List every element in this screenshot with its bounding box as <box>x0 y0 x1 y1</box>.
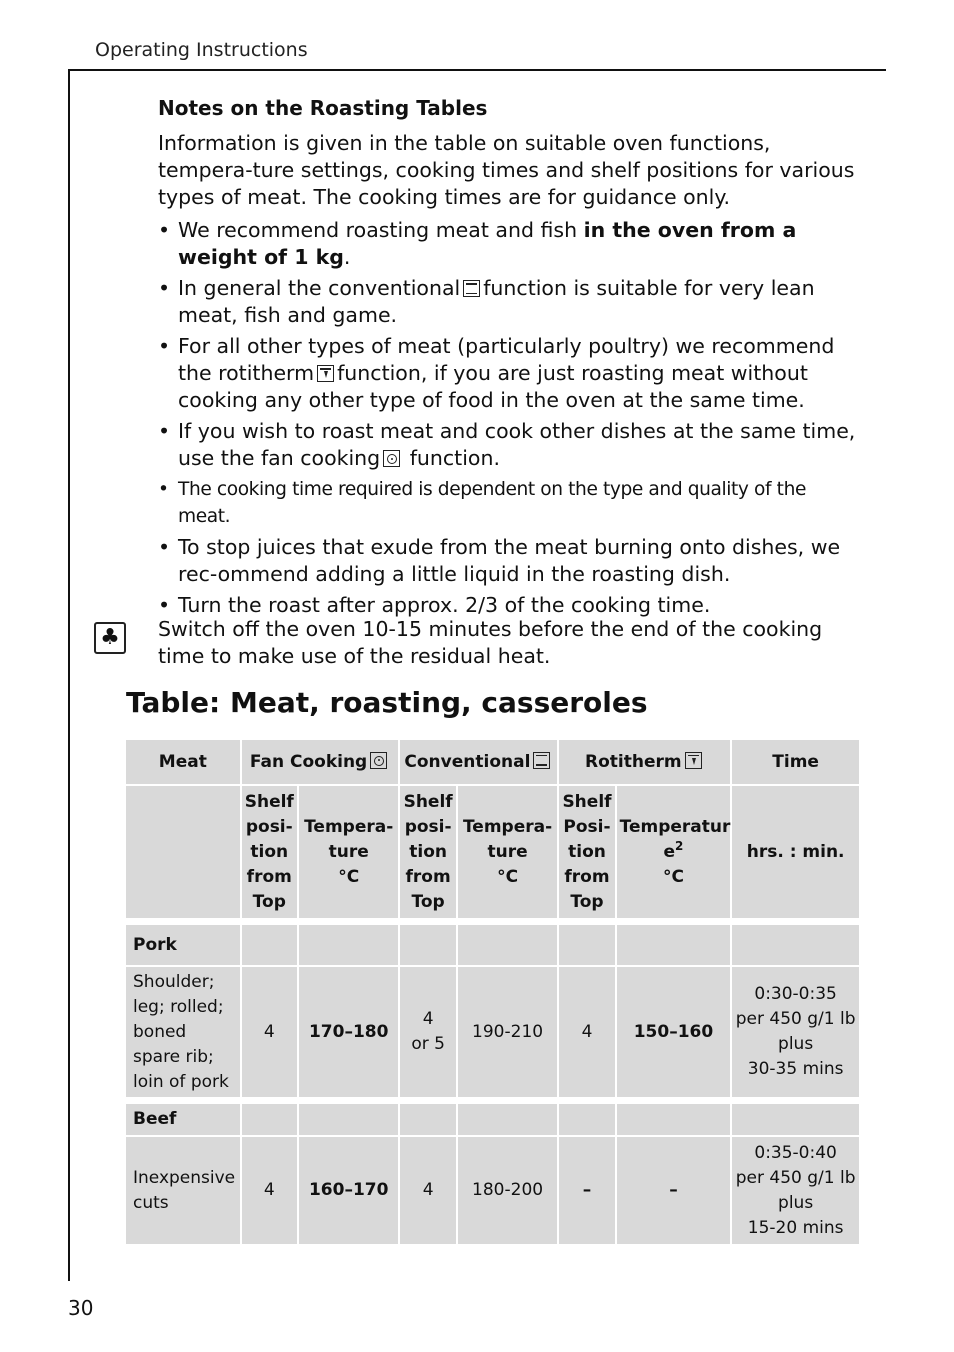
conv-temp-cell: 180-200 <box>458 1137 558 1244</box>
subheader-shelf-conv: Shelf posi-tion from Top <box>400 786 455 918</box>
margin-rule <box>68 69 70 1281</box>
empty-cell <box>299 925 399 965</box>
conventional-oven-icon <box>463 280 480 297</box>
bullet-text: For all other types of meat (particularly poultry) we recommend the rotitherm <box>178 334 835 385</box>
time-line: per 450 g/1 lb <box>735 1167 856 1188</box>
bullet-text: If you wish to roast meat and cook other dishes at the same time, use the fan cooking <box>178 419 856 470</box>
time-line: plus <box>778 1192 814 1213</box>
empty-cell <box>458 925 558 965</box>
spacer-row <box>126 1099 859 1102</box>
table-title: Table: Meat, roasting, casseroles <box>126 686 648 719</box>
subheader-temp-label-cont <box>620 840 728 865</box>
col-header-meat: Meat <box>126 740 240 784</box>
list-item: • Turn the roast after approx. 2/3 of the cooking time. <box>158 592 858 619</box>
spacer-cell <box>126 1099 859 1102</box>
fan-shelf-cell: 4 <box>242 967 297 1097</box>
notes-list <box>158 217 858 619</box>
col-header-fan-cooking <box>242 740 399 784</box>
empty-cell <box>617 925 731 965</box>
empty-cell <box>559 1104 614 1135</box>
page-number: 30 <box>68 1296 94 1320</box>
conventional-oven-icon <box>533 752 550 769</box>
bullet-text: We recommend roasting meat and fish <box>178 218 584 242</box>
list-item <box>158 418 858 472</box>
list-item <box>158 217 858 271</box>
subheader-unit: °C <box>662 866 684 887</box>
subheader-temp-label: Tempera-ture <box>304 816 394 862</box>
empty-cell <box>732 1104 859 1135</box>
tip-text: Switch off the oven 10-15 minutes before the end of the cooking time to make use of the residual heat. <box>158 617 823 668</box>
fan-cooking-icon <box>383 450 400 467</box>
spacer-row <box>126 920 859 923</box>
roti-shelf-cell: 4 <box>559 967 614 1097</box>
time-cell <box>732 967 859 1097</box>
empty-cell <box>732 925 859 965</box>
footnote-marker: 2 <box>675 838 684 853</box>
running-header: Operating Instructions <box>95 39 308 61</box>
subheader-shelf-roti: Shelf Posi-tion from Top <box>559 786 614 918</box>
empty-cell <box>299 1104 399 1135</box>
time-line: 0:35-0:40 <box>754 1142 837 1163</box>
clover-tip-icon: ♣ <box>94 622 126 654</box>
roti-shelf-cell: – <box>559 1137 614 1244</box>
time-line: 15-20 mins <box>747 1217 844 1238</box>
empty-cell <box>559 925 614 965</box>
bullet-text: function, if you are just roasting meat without cooking any other type of food in the oven at the same time. <box>178 361 808 412</box>
empty-cell <box>242 925 297 965</box>
notes-intro: Information is given in the table on suitable oven functions, tempera-ture settings, cooking times and shelf positions for various types of meat. The cooking times are for guidance only. <box>158 131 855 209</box>
fan-temp-cell: 170–180 <box>299 967 399 1097</box>
bullet-text: function is suitable for very lean meat, fish and game. <box>178 276 815 327</box>
list-item <box>158 275 858 329</box>
subheader-temp-letter: e <box>663 841 676 862</box>
empty-cell <box>400 925 455 965</box>
table-header-row <box>126 740 859 784</box>
subheader-time-unit: hrs. : min. <box>732 786 859 918</box>
conv-shelf-value: 4 <box>422 1009 434 1029</box>
notes-section <box>158 96 858 623</box>
time-line: plus <box>778 1034 814 1054</box>
subheader-temp-fan <box>299 786 399 918</box>
bullet-text: In general the conventional <box>178 276 461 300</box>
subheader-unit: °C <box>497 866 519 887</box>
category-label: Beef <box>126 1104 240 1135</box>
roti-temp-cell: – <box>617 1137 731 1244</box>
conv-shelf-cell: 4 <box>400 1137 455 1244</box>
category-row-pork <box>126 925 859 965</box>
category-label: Pork <box>126 925 240 965</box>
table-row <box>126 967 859 1097</box>
rotitherm-icon <box>685 752 702 769</box>
rotitherm-icon <box>317 365 334 382</box>
fan-cooking-icon <box>370 752 387 769</box>
subheader-empty-cell <box>126 786 240 918</box>
col-header-time: Time <box>732 740 859 784</box>
col-header-label: Fan Cooking <box>249 751 368 772</box>
empty-cell <box>242 1104 297 1135</box>
col-header-rotitherm <box>559 740 730 784</box>
time-line: per 450 g/1 lb <box>735 1009 856 1029</box>
subheader-temp-label: Tempera-ture <box>462 816 553 862</box>
bullet-text: function. <box>403 446 500 470</box>
list-item <box>158 333 858 414</box>
empty-cell <box>458 1104 558 1135</box>
subheader-shelf-fan: Shelf posi-tion from Top <box>242 786 297 918</box>
time-line: 30-35 mins <box>747 1059 844 1079</box>
col-header-label: Conventional <box>404 751 531 772</box>
time-line: 0:30-0:35 <box>754 984 837 1004</box>
subheader-temp-roti <box>617 786 731 918</box>
time-cell <box>732 1137 859 1244</box>
bullet-bold-text: in the oven from a weight of 1 kg <box>178 218 797 269</box>
meat-name-cell: Inexpensive cuts <box>126 1137 240 1244</box>
category-row-beef <box>126 1104 859 1135</box>
bullet-text: . <box>343 245 351 269</box>
list-item: • The cooking time required is dependent on the type and quality of the meat. <box>158 476 858 530</box>
col-header-label: Rotitherm <box>585 751 682 772</box>
roti-temp-cell: 150–160 <box>617 967 731 1097</box>
fan-temp-cell: 160–170 <box>299 1137 399 1244</box>
subheader-unit: °C <box>338 866 360 887</box>
fan-shelf-cell: 4 <box>242 1137 297 1244</box>
list-item: • To stop juices that exude from the meat burning onto dishes, we rec-ommend adding a little liquid in the roasting dish. <box>158 534 858 588</box>
roasting-table <box>124 738 861 1246</box>
conv-temp-cell: 190-210 <box>458 967 558 1097</box>
table-row <box>126 1137 859 1244</box>
empty-cell <box>400 1104 455 1135</box>
conv-shelf-value-alt: or 5 <box>411 1034 445 1054</box>
notes-title: Notes on the Roasting Tables <box>158 96 488 120</box>
spacer-cell <box>126 920 859 923</box>
table-subheader-row <box>126 786 859 918</box>
conv-shelf-cell <box>400 967 455 1097</box>
header-rule <box>68 69 886 71</box>
col-header-conventional <box>400 740 557 784</box>
subheader-temp-conv <box>458 786 558 918</box>
empty-cell <box>617 1104 731 1135</box>
subheader-temp-label: Temperatur <box>619 816 731 837</box>
meat-name-cell: Shoulder; leg; rolled; boned spare rib; loin of pork <box>126 967 240 1097</box>
